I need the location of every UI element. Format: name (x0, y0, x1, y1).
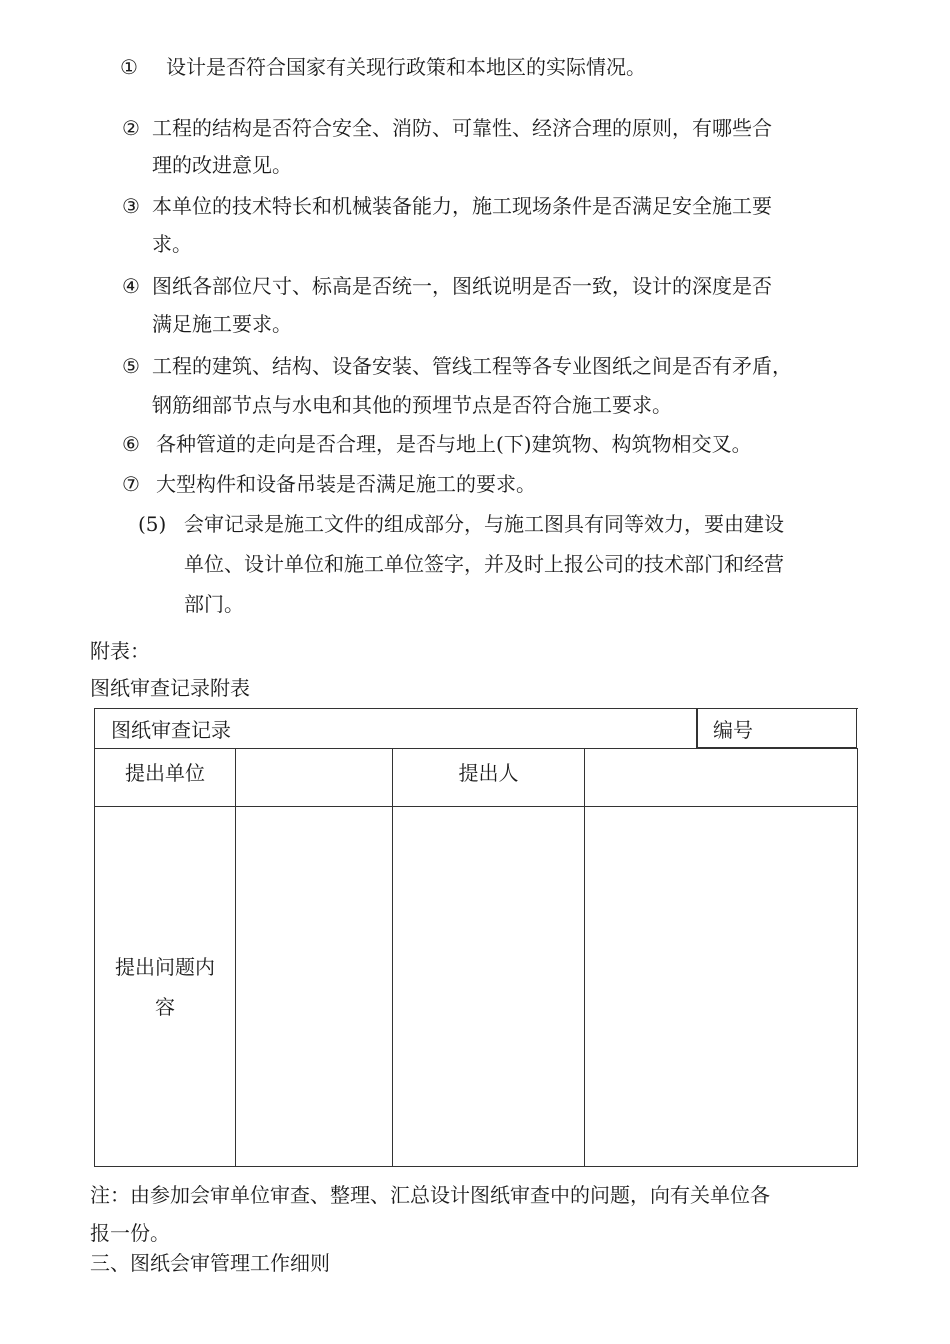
item-3-marker: ③ (122, 194, 140, 218)
clause-5-marker: (5) (138, 512, 167, 536)
item-2-text-line1: 工程的结构是否符合安全、消防、可靠性、经济合理的原则，有哪些合 (152, 116, 772, 140)
submitting-unit-value[interactable] (236, 749, 393, 807)
problem-content-col2[interactable] (236, 807, 393, 1167)
item-6-text: 各种管道的走向是否合理，是否与地上(下)建筑物、构筑物相交叉。 (156, 432, 752, 456)
item-6-marker: ⑥ (122, 432, 140, 456)
drawing-review-table (94, 708, 858, 1167)
item-2-marker: ② (122, 116, 140, 140)
problem-content-label-line1: 提出问题内 (115, 954, 215, 979)
problem-content-label-line2: 容 (155, 994, 175, 1019)
problem-content-col4[interactable] (585, 807, 858, 1167)
problem-content-col3[interactable] (393, 807, 585, 1167)
note-line1: 注：由参加会审单位审查、整理、汇总设计图纸审查中的问题，向有关单位各 (90, 1183, 770, 1207)
problem-row (95, 807, 858, 1167)
submitting-unit-label: 提出单位 (95, 749, 236, 807)
appendix-label: 附表： (90, 639, 150, 663)
item-4-text-line1: 图纸各部位尺寸、标高是否统一，图纸说明是否一致，设计的深度是否 (152, 274, 772, 298)
submitter-value[interactable] (585, 749, 858, 807)
item-5-text-line2: 钢筋细部节点与水电和其他的预埋节点是否符合施工要求。 (152, 393, 672, 417)
note-line2: 报一份。 (90, 1221, 170, 1245)
item-3-text-line2: 求。 (152, 232, 192, 256)
item-7-text: 大型构件和设备吊装是否满足施工的要求。 (156, 472, 536, 496)
item-4-marker: ④ (122, 274, 140, 298)
section-heading: 三、图纸会审管理工作细则 (90, 1251, 330, 1275)
clause-5-text-line2: 单位、设计单位和施工单位签字，并及时上报公司的技术部门和经营 (184, 552, 784, 576)
number-label-cell: 编号 (697, 709, 858, 749)
clause-5-text-line3: 部门。 (184, 592, 244, 616)
clause-5-text-line1: 会审记录是施工文件的组成部分，与施工图具有同等效力，要由建设 (184, 512, 784, 536)
problem-content-label (95, 807, 236, 1167)
item-5-text-line1: 工程的建筑、结构、设备安装、管线工程等各专业图纸之间是否有矛盾， (152, 354, 792, 378)
item-1-text: 设计是否符合国家有关现行政策和本地区的实际情况。 (166, 55, 646, 79)
item-4-text-line2: 满足施工要求。 (152, 312, 292, 336)
item-1-marker: ① (120, 55, 138, 79)
item-7-marker: ⑦ (122, 472, 140, 496)
item-3-text-line1: 本单位的技术特长和机械装备能力，施工现场条件是否满足安全施工要 (152, 194, 772, 218)
item-2-text-line2: 理的改进意见。 (152, 153, 292, 177)
table-caption: 图纸审查记录附表 (90, 676, 250, 700)
number-value-cell[interactable] (697, 708, 857, 748)
item-5-marker: ⑤ (122, 354, 140, 378)
table-title-cell: 图纸审查记录 (95, 709, 697, 749)
submitter-label: 提出人 (393, 749, 585, 807)
submitter-row (95, 749, 858, 807)
